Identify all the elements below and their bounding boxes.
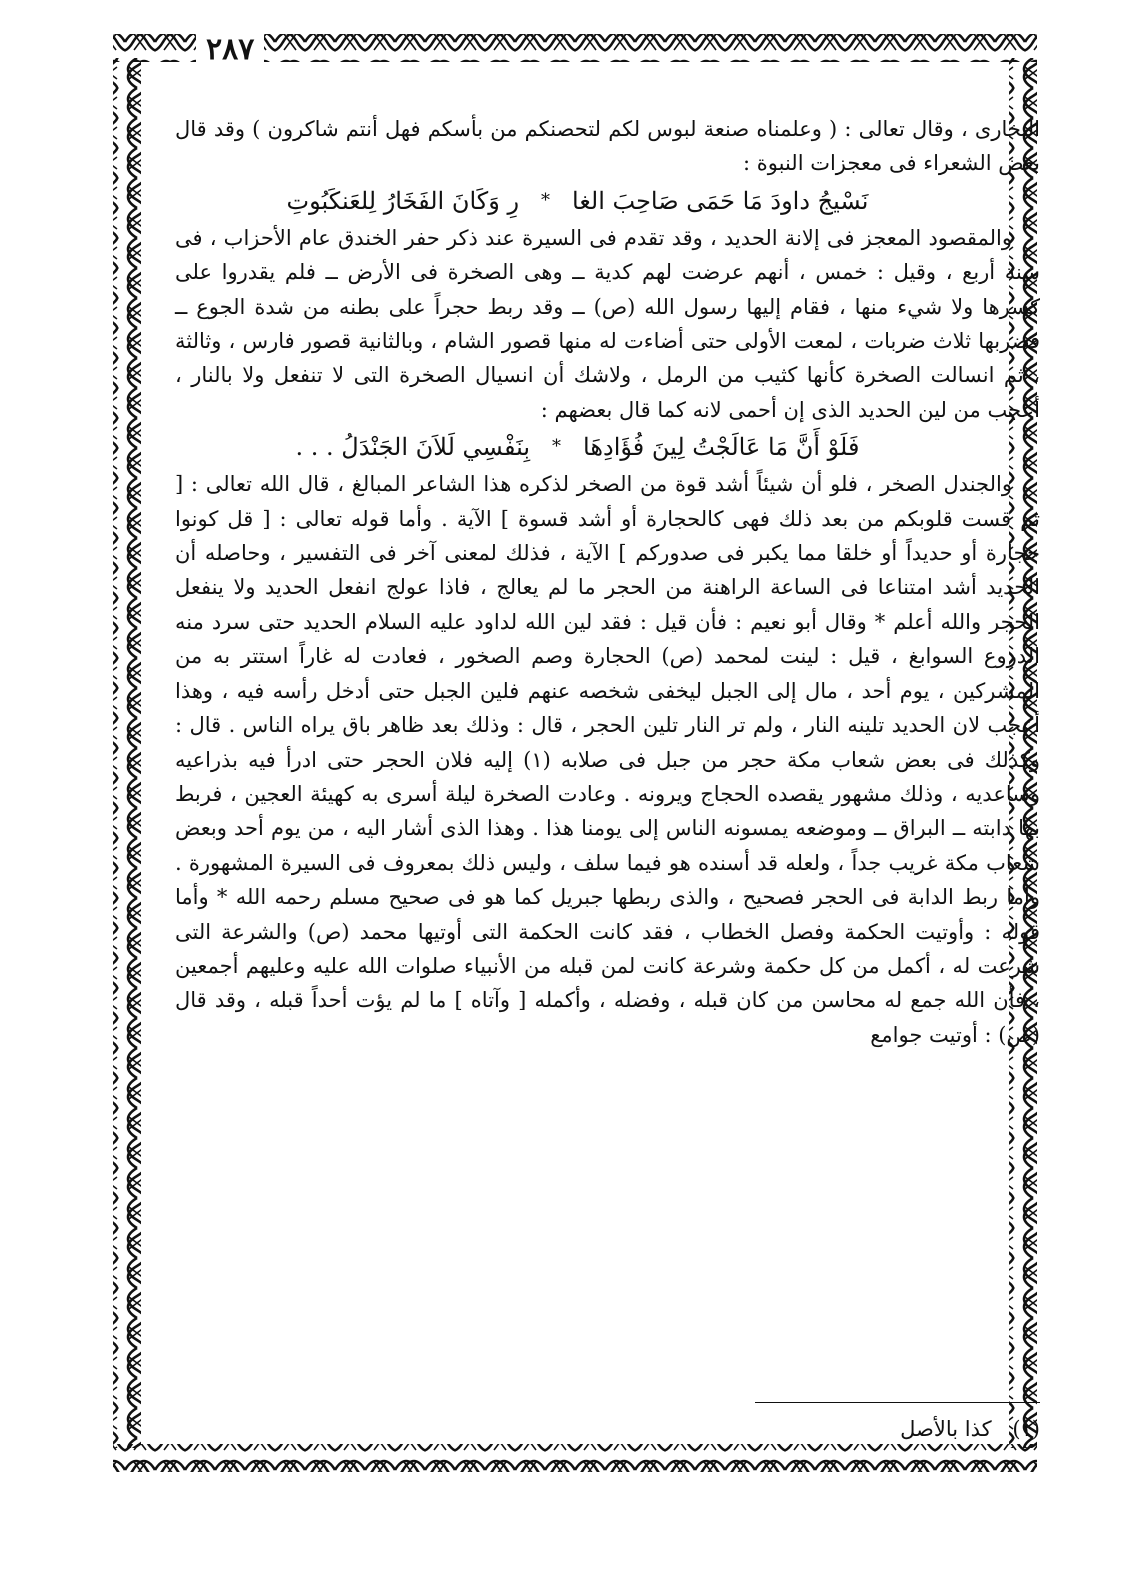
main-text [175,112,1040,1052]
paragraph-2: والمقصود المعجز فى إلانة الحديد ، وقد تقدم فى السيرة عند ذكر حفر الخندق عام الأحزاب ، فى سنة أربع ، وقيل : خمس ، أنهم عرضت لهم كدية ــ وهى الصخرة فى الأرض ــ فلم يقدروا على كسرها ولا شيء منها ، فقام إليها رسول الله (ص) ــ وقد ربط حجراً على بطنه من شدة الجوع ــ فضربها ثلاث ضربات ، لمعت الأولى حتى أضاءت له منها قصور الشام ، وبالثانية قصور فارس ، وثالثة ، ثم انسالت الصخرة كأنها كثيب من الرمل ، ولاشك أن انسيال الصخرة التى لا تنفعل ولا بالنار ، أعجب من لين الحديد الذى إن أحمى لانه كما قال بعضهم : [175,225,1041,422]
verse-1 [175,181,1040,221]
verse-1-first-hemistich: نَسْيجُ داودَ مَا حَمَى صَاحِبَ الغا [572,186,869,215]
paragraph-3: والجندل الصخر ، فلو أن شيئاً أشد قوة من الصخر لذكره هذا الشاعر المبالغ ، قال الله تعالى : [ ثم قست قلوبكم من بعد ذلك فهى كالحجارة أو أشد قسوة ] الآية . وأما قوله تعالى : [ قل كونوا حجارة أو حديداً أو خلقا مما يكبر فى صدوركم ] الآية ، فذلك لمعنى آخر فى التفسير ، وحاصله أن الحديد أشد امتناعا فى الساعة الراهنة من الحجر ما لم يعالج ، فاذا عولج انفعل الحديد ولا ينفعل الحجر والله أعلم * وقال أبو نعيم : فأن قيل : فقد لين الله لداود عليه السلام الحديد حتى سرد منه الدروع السوابغ ، قيل : لينت لمحمد (ص) الحجارة وصم الصخور ، فعادت له غاراً استتر به من المشركين ، يوم أحد ، مال إلى الجبل ليخفى شخصه عنهم فلين الجبل حتى أدخل رأسه فيه ، وهذا أعجب لان الحديد تلينه النار ، ولم تر النار تلين الحجر ، قال : وذلك بعد ظاهر باق يراه الناس . قال : وكذلك فى بعض شعاب مكة حجر من جبل فى صلابه (١) إليه فلان الحجر حتى ادرأ فيه بذراعيه وساعديه ، وذلك مشهور يقصده الحجاج ويرونه . وعادت الصخرة ليلة أسرى به كهيئة العجين ، فربط بها دابته ــ البراق ــ وموضعه يمسونه الناس إلى يومنا هذا . وهذا الذى أشار اليه ، من يوم أحد وبعض شعاب مكة غريب جداً ، ولعله قد أسنده هو فيما سلف ، وليس ذلك بمعروف فى السيرة المشهورة . واما ربط الدابة فى الحجر فصحيح ، والذى ربطها جبريل كما هو فى صحيح مسلم رحمه الله * وأما قوله : وأوتيت الحكمة وفصل الخطاب ، فقد كانت الحكمة التى أوتيها محمد (ص) والشرعة التى شرعت له ، أكمل من كل حكمة وشرعة كانت لمن قبله من الأنبياء صلوات الله عليه وعليهم أجمعين ، فأن الله جمع له محاسن من كان قبله ، وفضله ، وأكمله [ وآتاه ] ما لم يؤت أحداً قبله ، وقد قال (ص) : أوتيت جوامع [175,472,1040,1047]
paragraph-1: البخارى ، وقال تعالى : ( وعلمناه صنعة لبوس لكم لتحصنكم من بأسكم فهل أنتم شاكرون ) وقد قال بعض الشعراء فى معجزات النبوة : [175,117,1040,176]
verse-2-second-hemistich: بِنَفْسِي لَلاَنَ الجَنْدَلُ . . . [295,433,531,462]
verse-2 [175,427,1040,467]
page-number: ٢٨٧ [196,30,264,70]
footnote-text: كذا بالأصل [900,1417,992,1441]
footnote [640,1412,1040,1446]
verse-2-first-hemistich: فَلَوْ أَنَّ مَا عَالَجْتُ لِينَ فُؤَادِهَا [583,433,860,462]
footnote-divider [755,1402,1040,1403]
verse-1-second-hemistich: رِ وَكَانَ الفَخَارُ لِلعَنكَبُوتِ [286,186,520,215]
verse-2-separator: * [552,436,562,458]
footnote-number: (١) [1012,1417,1040,1441]
verse-1-separator: * [541,189,551,211]
